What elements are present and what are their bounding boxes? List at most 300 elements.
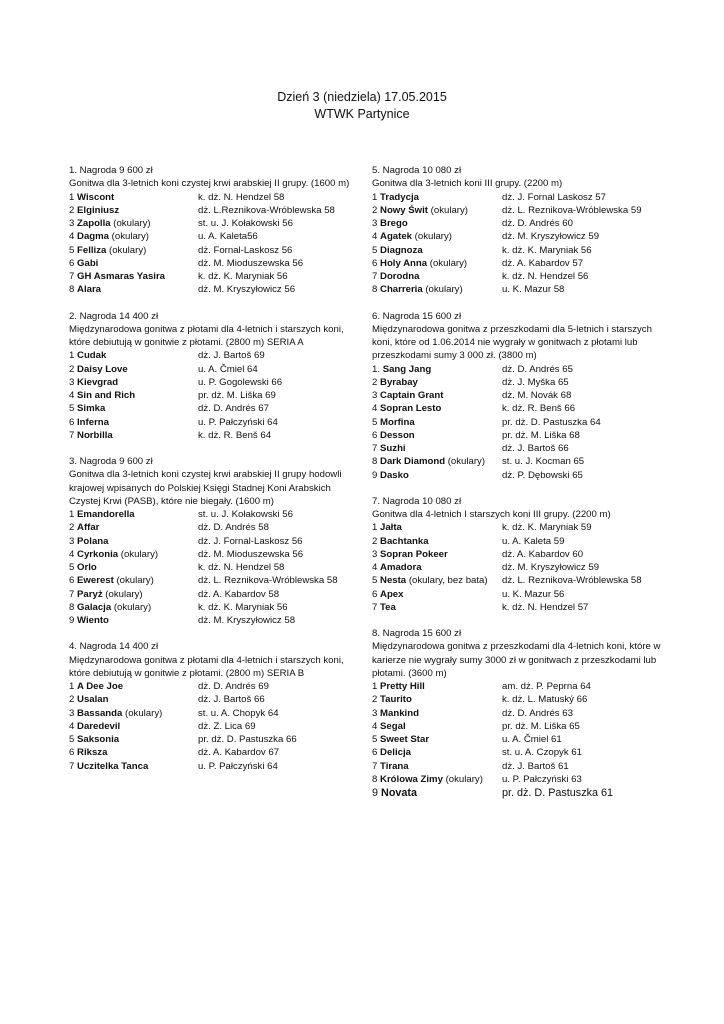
left-column bbox=[69, 164, 352, 786]
horse-name: Dorodna bbox=[380, 271, 420, 282]
horse-name: Inferna bbox=[77, 416, 110, 428]
jockey-weight: st. u. J. Kocman 65 bbox=[502, 456, 585, 468]
horse-name: Delicja bbox=[380, 747, 411, 759]
jockey-weight: k. dż. K. Maryniak 56 bbox=[198, 601, 288, 613]
entry-number: 7 bbox=[69, 429, 75, 441]
jockey-weight: dż. A. Kabardov 60 bbox=[502, 548, 584, 560]
entry-horse-cell bbox=[69, 217, 198, 230]
entry-row bbox=[372, 588, 662, 601]
entry-number: 3 bbox=[372, 390, 378, 401]
entry-number: 1 bbox=[69, 191, 75, 203]
entry-number: 5 bbox=[69, 403, 75, 415]
entry-horse-cell bbox=[69, 733, 198, 746]
jockey-weight: dż. L. Reznikova-Wróblewska 59 bbox=[502, 204, 642, 216]
horse-name: Bassanda bbox=[77, 707, 123, 719]
horse-name: Cyrkonia bbox=[77, 548, 119, 560]
entry-horse-cell bbox=[372, 521, 502, 534]
jockey-weight: k. dż. N. Hendzel 58 bbox=[198, 191, 285, 203]
entry-horse-cell bbox=[69, 680, 198, 693]
entry-number: 1 bbox=[69, 681, 75, 692]
horse-name: Charreria bbox=[380, 284, 423, 296]
race-title: 5. Nagroda 10 080 zł bbox=[372, 165, 462, 176]
entry-row bbox=[372, 680, 662, 693]
entry-horse-cell bbox=[69, 535, 198, 548]
jockey-weight: k. dż. K. Maryniak 59 bbox=[502, 522, 592, 534]
jockey-weight: dż. L. Reznikova-Wróblewska 58 bbox=[198, 575, 338, 587]
jockey-weight: dż. D. Andrés 58 bbox=[198, 522, 269, 534]
horse-name: Saksonia bbox=[77, 734, 120, 745]
jockey-weight: u. K. Mazur 58 bbox=[502, 284, 565, 296]
horse-name: Morfina bbox=[380, 416, 415, 428]
horse-note: (okulary) bbox=[111, 601, 152, 613]
entry-horse-cell bbox=[372, 469, 502, 482]
entry-number: 7 bbox=[69, 588, 75, 600]
entry-row bbox=[372, 455, 662, 468]
entry-row bbox=[372, 230, 662, 243]
page-header bbox=[0, 89, 724, 123]
jockey-weight: dż. D. Andrés 60 bbox=[502, 218, 573, 229]
entry-row bbox=[372, 244, 662, 257]
entry-horse-cell bbox=[69, 707, 198, 720]
horse-name: Desson bbox=[380, 429, 415, 441]
entry-row bbox=[69, 746, 352, 759]
entry-row bbox=[69, 508, 352, 521]
entry-number: 9 bbox=[372, 469, 378, 481]
entry-number: 4 bbox=[372, 562, 378, 573]
horse-name: Sin and Rich bbox=[77, 390, 136, 401]
entry-row bbox=[69, 601, 352, 614]
entry-number: 8 bbox=[69, 601, 75, 613]
horse-name: Sweet Star bbox=[380, 734, 430, 745]
entry-number: 1 bbox=[372, 191, 378, 203]
race-description: Międzynarodowa gonitwa z przeszkodami dla 5-letnich i starszych koni, które od 1.06.2014 nie wygrały w gonitwach z płotami lub przeszkodami sumy 3 000 zł. (3800 m) bbox=[372, 323, 652, 362]
entry-horse-cell bbox=[372, 217, 502, 230]
horse-name: Królowa Zimy bbox=[380, 773, 443, 785]
horse-name: Brego bbox=[380, 218, 408, 229]
entry-number: 7 bbox=[69, 760, 75, 772]
entry-number: 2 bbox=[69, 694, 75, 706]
entry-number: 3 bbox=[69, 707, 75, 719]
horse-name: Orlo bbox=[77, 562, 97, 573]
horse-name: Sopran Pokeer bbox=[380, 548, 448, 560]
entry-number: 1 bbox=[69, 350, 75, 362]
entry-row bbox=[69, 588, 352, 601]
entry-horse-cell bbox=[69, 389, 198, 402]
entry-row bbox=[69, 561, 352, 574]
entry-number: 5 bbox=[372, 575, 378, 587]
jockey-weight: dż. A. Kabardov 57 bbox=[502, 257, 584, 269]
entry-row bbox=[372, 601, 662, 614]
jockey-weight: k. dż. K. Maryniak 56 bbox=[198, 271, 288, 282]
horse-name: Amadora bbox=[380, 562, 422, 573]
entry-row bbox=[69, 191, 352, 204]
entry-row bbox=[69, 257, 352, 270]
entry-row bbox=[372, 548, 662, 561]
event-date-title: Dzień 3 (niedziela) 17.05.2015 bbox=[277, 90, 447, 104]
jockey-weight: st. u. A. Chopyk 64 bbox=[198, 707, 279, 719]
entry-horse-cell bbox=[372, 230, 502, 243]
entry-number: 6 bbox=[69, 257, 75, 269]
entry-number: 3 bbox=[69, 535, 75, 547]
entry-row bbox=[372, 773, 662, 786]
race-description: Międzynarodowa gonitwa z płotami dla 4-letnich i starszych koni, które debiutują w gonitwie z płotami. (2800 m) SERIA B bbox=[69, 654, 344, 679]
horse-name: Daredevil bbox=[77, 720, 121, 732]
entry-horse-cell bbox=[69, 349, 198, 362]
entry-number: 6 bbox=[372, 588, 378, 600]
horse-note: (okulary) bbox=[427, 257, 468, 269]
entry-horse-cell bbox=[372, 601, 502, 614]
entry-row bbox=[372, 376, 662, 389]
entry-row bbox=[69, 389, 352, 402]
jockey-weight: k. dż. L. Matuský 66 bbox=[502, 694, 588, 706]
horse-name: Byrabay bbox=[380, 376, 418, 388]
entry-horse-cell bbox=[69, 693, 198, 706]
entry-horse-cell bbox=[372, 588, 502, 601]
entry-row bbox=[372, 521, 662, 534]
entry-number: 4 bbox=[69, 720, 75, 732]
entry-number: 1 bbox=[372, 522, 378, 534]
jockey-weight: dż. M. Mioduszewska 56 bbox=[198, 548, 304, 560]
jockey-weight: dż. M. Kryszyłowicz 58 bbox=[198, 615, 296, 626]
entry-horse-cell bbox=[372, 773, 502, 786]
racecourse-name: WTWK Partynice bbox=[314, 107, 410, 121]
horse-name: Simka bbox=[77, 403, 106, 415]
entry-horse-cell bbox=[372, 416, 502, 429]
jockey-weight: dż. P. Dębowski 65 bbox=[502, 469, 583, 481]
entry-number: 4 bbox=[372, 720, 378, 732]
jockey-weight: dż. Fornal-Laskosz 56 bbox=[198, 244, 293, 256]
horse-name: Segal bbox=[380, 720, 406, 732]
entry-row bbox=[69, 363, 352, 376]
entry-row bbox=[69, 760, 352, 773]
entry-horse-cell bbox=[372, 535, 502, 548]
entry-horse-cell bbox=[372, 257, 502, 270]
jockey-weight: am. dż. P. Peprna 64 bbox=[502, 681, 591, 692]
entry-horse-cell bbox=[69, 191, 198, 204]
jockey-weight: u. P. Pałczyński 63 bbox=[502, 773, 582, 785]
horse-name: Holy Anna bbox=[380, 257, 428, 269]
horse-name: Pretty Hill bbox=[380, 681, 425, 692]
horse-name: Daisy Love bbox=[77, 363, 128, 375]
horse-name: Mankind bbox=[380, 707, 419, 719]
entry-row bbox=[69, 574, 352, 587]
jockey-weight: k. dż. N. Hendzel 56 bbox=[502, 271, 589, 282]
entry-horse-cell bbox=[69, 746, 198, 759]
horse-name: Captain Grant bbox=[380, 390, 444, 401]
jockey-weight: dż. A. Kabardov 67 bbox=[198, 747, 280, 759]
entry-row bbox=[69, 217, 352, 230]
entry-row bbox=[372, 257, 662, 270]
jockey-weight: k. dż. R. Benš 64 bbox=[198, 429, 272, 441]
horse-name: Gabi bbox=[77, 257, 99, 269]
entry-horse-cell bbox=[69, 601, 198, 614]
jockey-weight: st. u. J. Kołakowski 56 bbox=[198, 218, 293, 229]
entry-row bbox=[372, 561, 662, 574]
entry-row bbox=[69, 204, 352, 217]
jockey-weight: pr. dż. D. Pastuszka 66 bbox=[198, 734, 297, 745]
entry-horse-cell bbox=[372, 760, 502, 773]
entry-row bbox=[372, 720, 662, 733]
race-title: 2. Nagroda 14 400 zł bbox=[69, 310, 159, 322]
race-title: 3. Nagroda 9 600 zł bbox=[69, 456, 153, 467]
jockey-weight: dż. D. Andrés 69 bbox=[198, 681, 269, 692]
entry-row bbox=[372, 574, 662, 587]
horse-name: GH Asmaras Yasira bbox=[77, 271, 166, 282]
entry-horse-cell bbox=[69, 230, 198, 243]
entry-row bbox=[69, 283, 352, 296]
jockey-weight: k. dż. N. Hendzel 57 bbox=[502, 601, 589, 613]
entry-number: 4 bbox=[69, 548, 75, 560]
entry-number: 6 bbox=[372, 429, 378, 441]
horse-note: (okulary) bbox=[106, 244, 147, 256]
entry-horse-cell bbox=[372, 283, 502, 296]
jockey-weight: dż. D. Andrés 67 bbox=[198, 403, 269, 415]
jockey-weight: dż. M. Kryszyłowicz 59 bbox=[502, 231, 600, 243]
jockey-weight: pr. dż. M. Liška 69 bbox=[198, 390, 276, 401]
race-description: Międzynarodowa gonitwa z przeszkodami dla 4-letnich koni, które w karierze nie wygrały sumy 3000 zł w gonitwach z przeszkodami lub płotami. (3600 m) bbox=[372, 641, 661, 679]
entry-horse-cell bbox=[69, 257, 198, 270]
race-title: 4. Nagroda 14 400 zł bbox=[69, 641, 159, 653]
entry-row bbox=[372, 204, 662, 217]
horse-note: (okulary) bbox=[122, 707, 163, 719]
entry-horse-cell bbox=[372, 191, 502, 204]
entry-horse-cell bbox=[69, 283, 198, 296]
horse-name: Diagnoza bbox=[380, 244, 423, 256]
horse-name: Bachtanka bbox=[380, 535, 429, 547]
race-description: Gonitwa dla 4-letnich I starszych koni III grupy. (2200 m) bbox=[372, 509, 611, 520]
jockey-weight: dż. J. Bartoš 66 bbox=[502, 443, 569, 454]
jockey-weight: u. K. Mazur 56 bbox=[502, 588, 565, 600]
entry-row bbox=[372, 429, 662, 442]
entry-horse-cell bbox=[69, 588, 198, 601]
jockey-weight: u. P. Gogolewski 66 bbox=[198, 376, 283, 388]
horse-name: Wiscont bbox=[77, 191, 115, 203]
entry-row bbox=[69, 349, 352, 362]
horse-name: Jałta bbox=[380, 522, 402, 534]
jockey-weight: dż. J. Bartoš 61 bbox=[502, 760, 569, 772]
race-title: 1. Nagroda 9 600 zł bbox=[69, 165, 153, 176]
horse-note: (okulary) bbox=[412, 231, 452, 243]
horse-note: (okulary) bbox=[110, 218, 151, 229]
entry-horse-cell bbox=[372, 548, 502, 561]
entry-number: 7 bbox=[69, 271, 75, 282]
horse-note: (okulary) bbox=[445, 456, 486, 468]
horse-note: (okulary, bez bata) bbox=[406, 575, 488, 587]
entry-horse-cell bbox=[372, 442, 502, 455]
entry-row bbox=[69, 230, 352, 243]
entry-horse-cell bbox=[69, 244, 198, 257]
horse-note: (okulary) bbox=[102, 588, 143, 600]
horse-name: Agatek bbox=[380, 231, 413, 243]
horse-name: Norbilla bbox=[77, 429, 113, 441]
entry-horse-cell bbox=[372, 733, 502, 746]
entry-horse-cell bbox=[372, 561, 502, 574]
jockey-weight: u. A. Kaleta 59 bbox=[502, 535, 565, 547]
entry-number: 6 bbox=[69, 575, 75, 587]
entry-horse-cell bbox=[69, 508, 198, 521]
race-title: 7. Nagroda 10 080 zł bbox=[372, 495, 462, 507]
race-title: 8. Nagroda 15 600 zł bbox=[372, 628, 462, 639]
entry-number: 6 bbox=[372, 257, 378, 269]
entry-number: 3 bbox=[69, 376, 75, 388]
jockey-weight: u. A. Kaleta56 bbox=[198, 231, 258, 243]
entry-number: 7 bbox=[372, 601, 378, 613]
entry-number: 5 bbox=[372, 734, 378, 745]
entry-horse-cell bbox=[372, 680, 502, 693]
entry-number: 2 bbox=[69, 204, 75, 216]
entry-row bbox=[372, 746, 662, 759]
jockey-weight: dż. J. Bartoš 69 bbox=[198, 350, 265, 362]
entry-number: 7 bbox=[372, 271, 378, 282]
entry-number: 3 bbox=[372, 218, 378, 229]
horse-name: Sang Jang bbox=[382, 363, 432, 375]
entry-horse-cell bbox=[69, 614, 198, 627]
entry-number: 2 bbox=[372, 204, 378, 216]
entry-horse-cell bbox=[69, 204, 198, 217]
jockey-weight: st. u. J. Kołakowski 56 bbox=[198, 509, 293, 520]
entry-horse-cell bbox=[69, 521, 198, 534]
entry-horse-cell bbox=[372, 693, 502, 706]
horse-note: (okulary) bbox=[118, 548, 159, 560]
entry-number: 3 bbox=[372, 707, 378, 719]
entry-number: 7 bbox=[372, 443, 378, 454]
horse-name: Felliza bbox=[77, 244, 107, 256]
entry-horse-cell bbox=[69, 429, 198, 442]
horse-name: Sopran Lesto bbox=[380, 403, 442, 415]
entry-horse-cell bbox=[69, 548, 198, 561]
entry-row bbox=[69, 270, 352, 283]
horse-name: Polana bbox=[77, 535, 109, 547]
race-block bbox=[372, 495, 662, 614]
jockey-weight: dż. Z. Lica 69 bbox=[198, 720, 256, 732]
entry-row bbox=[372, 442, 662, 455]
jockey-weight: dż. D. Andrés 63 bbox=[502, 707, 573, 719]
jockey-weight: dż. L.Reznikova-Wróblewska 58 bbox=[198, 204, 335, 216]
entry-row bbox=[69, 521, 352, 534]
entry-number: 8 bbox=[69, 284, 75, 296]
horse-name: Dasko bbox=[380, 469, 409, 481]
entry-number: 2 bbox=[69, 363, 75, 375]
entry-horse-cell bbox=[69, 402, 198, 415]
horse-note: (okulary) bbox=[422, 284, 463, 296]
entry-row bbox=[69, 244, 352, 257]
entry-number: 7 bbox=[372, 760, 378, 772]
entry-number: 2 bbox=[372, 535, 378, 547]
jockey-weight: dż. L. Reznikova-Wróblewska 58 bbox=[502, 575, 642, 587]
horse-name: Usalan bbox=[77, 694, 109, 706]
entry-row bbox=[69, 680, 352, 693]
entry-row bbox=[69, 535, 352, 548]
entry-horse-cell bbox=[372, 363, 502, 376]
entry-row bbox=[69, 733, 352, 746]
horse-note: (okulary) bbox=[428, 204, 468, 216]
horse-name: Alara bbox=[77, 284, 102, 296]
horse-name: A Dee Joe bbox=[77, 681, 124, 692]
horse-name: Tirana bbox=[380, 760, 409, 772]
entry-horse-cell bbox=[372, 429, 502, 442]
entry-number: 5 bbox=[372, 416, 378, 428]
jockey-weight: k. dż. K. Maryniak 56 bbox=[502, 244, 592, 256]
horse-note: (okulary) bbox=[442, 773, 483, 785]
jockey-weight: pr. dż. D. Pastuszka 64 bbox=[502, 416, 601, 428]
entry-number: 8 bbox=[372, 456, 378, 468]
entry-number: 2 bbox=[372, 376, 378, 388]
entry-horse-cell bbox=[372, 455, 502, 468]
entry-row bbox=[372, 283, 662, 296]
entry-horse-cell bbox=[372, 786, 502, 800]
jockey-weight: dż. A. Kabardov 58 bbox=[198, 588, 280, 600]
horse-name: Wiento bbox=[77, 615, 109, 626]
race-block bbox=[372, 310, 662, 482]
race-description: Gonitwa dla 3-letnich koni czystej krwi arabskiej II grupy hodowli krajowej wpisanych do Polskiej Księgi Stadnej Koni Arabskich Czystej Krwi (PASB), które nie biegały. (1600 m) bbox=[69, 469, 342, 507]
horse-name: Uczitelka Tanca bbox=[77, 760, 149, 772]
entry-horse-cell bbox=[69, 574, 198, 587]
entry-horse-cell bbox=[372, 270, 502, 283]
entry-row bbox=[69, 376, 352, 389]
horse-name: Nowy Świt bbox=[380, 204, 428, 216]
jockey-weight: st. u. A. Czopyk 61 bbox=[502, 747, 582, 759]
race-description: Gonitwa dla 3-letnich koni III grupy. (2200 m) bbox=[372, 178, 563, 190]
entry-row bbox=[372, 191, 662, 204]
horse-name: Apex bbox=[380, 588, 404, 600]
jockey-weight: pr. dż. D. Pastuszka 61 bbox=[502, 787, 614, 799]
race-title: 6. Nagroda 15 600 zł bbox=[372, 310, 462, 322]
horse-name: Ewerest bbox=[77, 575, 114, 587]
entry-number: 1 bbox=[372, 681, 378, 692]
entry-horse-cell bbox=[372, 746, 502, 759]
entry-number: 9 bbox=[372, 787, 379, 799]
entry-horse-cell bbox=[372, 574, 502, 587]
race-description: Gonitwa dla 3-letnich koni czystej krwi arabskiej II grupy. (1600 m) bbox=[69, 178, 350, 190]
horse-name: Paryż bbox=[77, 588, 103, 600]
race-block bbox=[372, 164, 662, 297]
entry-row bbox=[69, 720, 352, 733]
entry-number: 6 bbox=[69, 416, 75, 428]
entry-row bbox=[372, 693, 662, 706]
entry-horse-cell bbox=[69, 376, 198, 389]
entry-row bbox=[372, 786, 662, 800]
horse-note: (okulary) bbox=[109, 231, 149, 243]
entry-horse-cell bbox=[372, 376, 502, 389]
horse-name: Dagma bbox=[77, 231, 110, 243]
entry-horse-cell bbox=[69, 561, 198, 574]
jockey-weight: dż. J. Myška 65 bbox=[502, 376, 569, 388]
entry-horse-cell bbox=[69, 363, 198, 376]
entry-row bbox=[372, 402, 662, 415]
jockey-weight: u. A. Čmiel 61 bbox=[502, 734, 562, 745]
entry-row bbox=[372, 535, 662, 548]
entry-row bbox=[372, 469, 662, 482]
entry-horse-cell bbox=[372, 244, 502, 257]
entry-number: 4 bbox=[372, 403, 378, 415]
entry-number: 9 bbox=[69, 615, 75, 626]
race-block bbox=[69, 164, 352, 297]
jockey-weight: u. P. Pałczyński 64 bbox=[198, 416, 278, 428]
jockey-weight: k. dż. N. Hendzel 58 bbox=[198, 562, 285, 573]
entry-number: 8 bbox=[372, 773, 378, 785]
entry-row bbox=[372, 707, 662, 720]
entry-number: 1 bbox=[69, 509, 75, 520]
jockey-weight: dż. M. Novák 68 bbox=[502, 390, 572, 401]
entry-horse-cell bbox=[372, 204, 502, 217]
entry-row bbox=[69, 402, 352, 415]
entry-number: 3 bbox=[69, 218, 75, 229]
entry-horse-cell bbox=[69, 416, 198, 429]
horse-name: Cudak bbox=[77, 350, 107, 362]
entry-number: 4 bbox=[372, 231, 378, 243]
entry-row bbox=[69, 614, 352, 627]
race-description: Międzynarodowa gonitwa z płotami dla 4-letnich i starszych koni, które debiutują w gonitwie z płotami. (2800 m) SERIA A bbox=[69, 323, 344, 348]
